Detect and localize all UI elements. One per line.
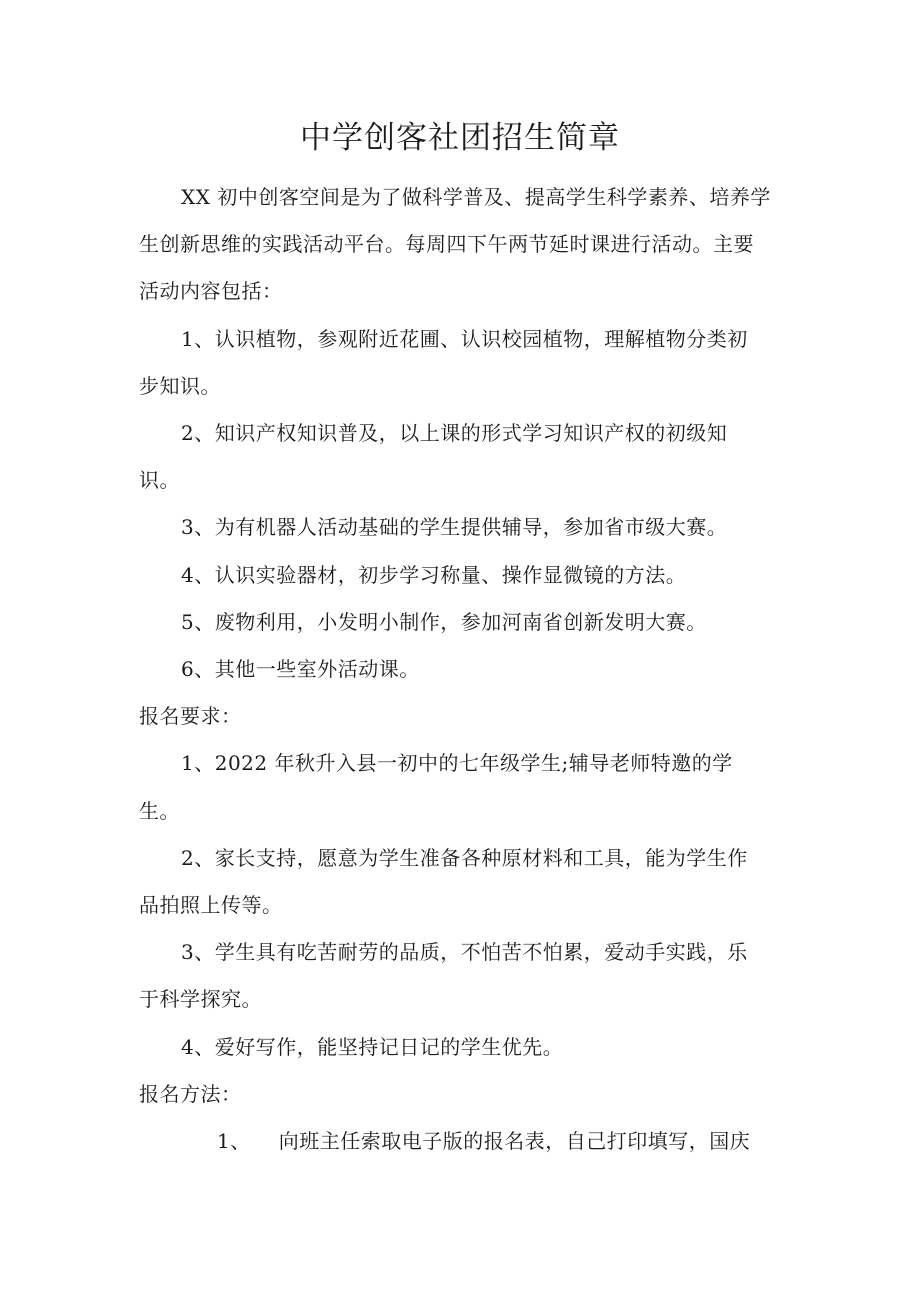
requirements-heading: 报名要求： [139, 704, 242, 729]
requirement-line: 4、爱好写作，能坚持记日记的学生优先。 [181, 1034, 564, 1059]
activity-item-2 [139, 410, 789, 504]
activity-line: 5、废物利用，小发明小制作，参加河南省创新发明大赛。 [181, 609, 707, 634]
requirement-line: 品拍照上传等。 [139, 893, 283, 918]
activity-item-1 [139, 316, 789, 410]
requirement-item-2 [139, 835, 789, 929]
activity-line: 6、其他一些室外活动课。 [181, 657, 420, 682]
method-item-1 [139, 1118, 789, 1165]
activity-line: 1、认识植物，参观附近花圃、认识校园植物，理解植物分类初 [181, 326, 748, 351]
requirement-line: 1、2022 年秋升入县一初中的七年级学生;辅导老师特邀的学 [181, 751, 733, 776]
document-body [139, 174, 789, 1165]
requirement-line: 于科学探究。 [139, 987, 262, 1012]
requirement-line: 2、家长支持，愿意为学生准备各种原材料和工具，能为学生作 [181, 845, 748, 870]
activity-item-4 [139, 552, 789, 599]
intro-paragraph [139, 174, 789, 316]
intro-line: XX 初中创客空间是为了做科学普及、提高学生科学素养、培养学 [181, 185, 771, 209]
method-number: 1、 [217, 1129, 251, 1154]
activity-line: 识。 [139, 468, 180, 493]
requirement-item-4 [139, 1024, 789, 1071]
document-title: 中学创客社团招生简章 [300, 120, 620, 156]
activity-item-6 [139, 646, 789, 693]
intro-line: 活动内容包括： [139, 279, 283, 304]
requirement-item-1 [139, 740, 789, 834]
activity-item-3 [139, 504, 789, 551]
requirement-line: 生。 [139, 798, 180, 823]
requirement-line: 3、学生具有吃苦耐劳的品质，不怕苦不怕累，爱动手实践，乐 [181, 940, 748, 965]
intro-line: 生创新思维的实践活动平台。每周四下午两节延时课进行活动。主要 [139, 232, 754, 257]
activity-item-5 [139, 599, 789, 646]
requirement-item-3 [139, 929, 789, 1023]
activity-line: 2、知识产权知识普及，以上课的形式学习知识产权的初级知 [181, 421, 728, 446]
activity-line: 3、为有机器人活动基础的学生提供辅导，参加省市级大赛。 [181, 515, 728, 540]
activity-line: 4、认识实验器材，初步学习称量、操作显微镜的方法。 [181, 562, 687, 587]
method-text: 向班主任索取电子版的报名表，自己打印填写，国庆 [278, 1129, 751, 1154]
activity-line: 步知识。 [139, 373, 221, 398]
method-heading: 报名方法： [139, 1081, 242, 1106]
